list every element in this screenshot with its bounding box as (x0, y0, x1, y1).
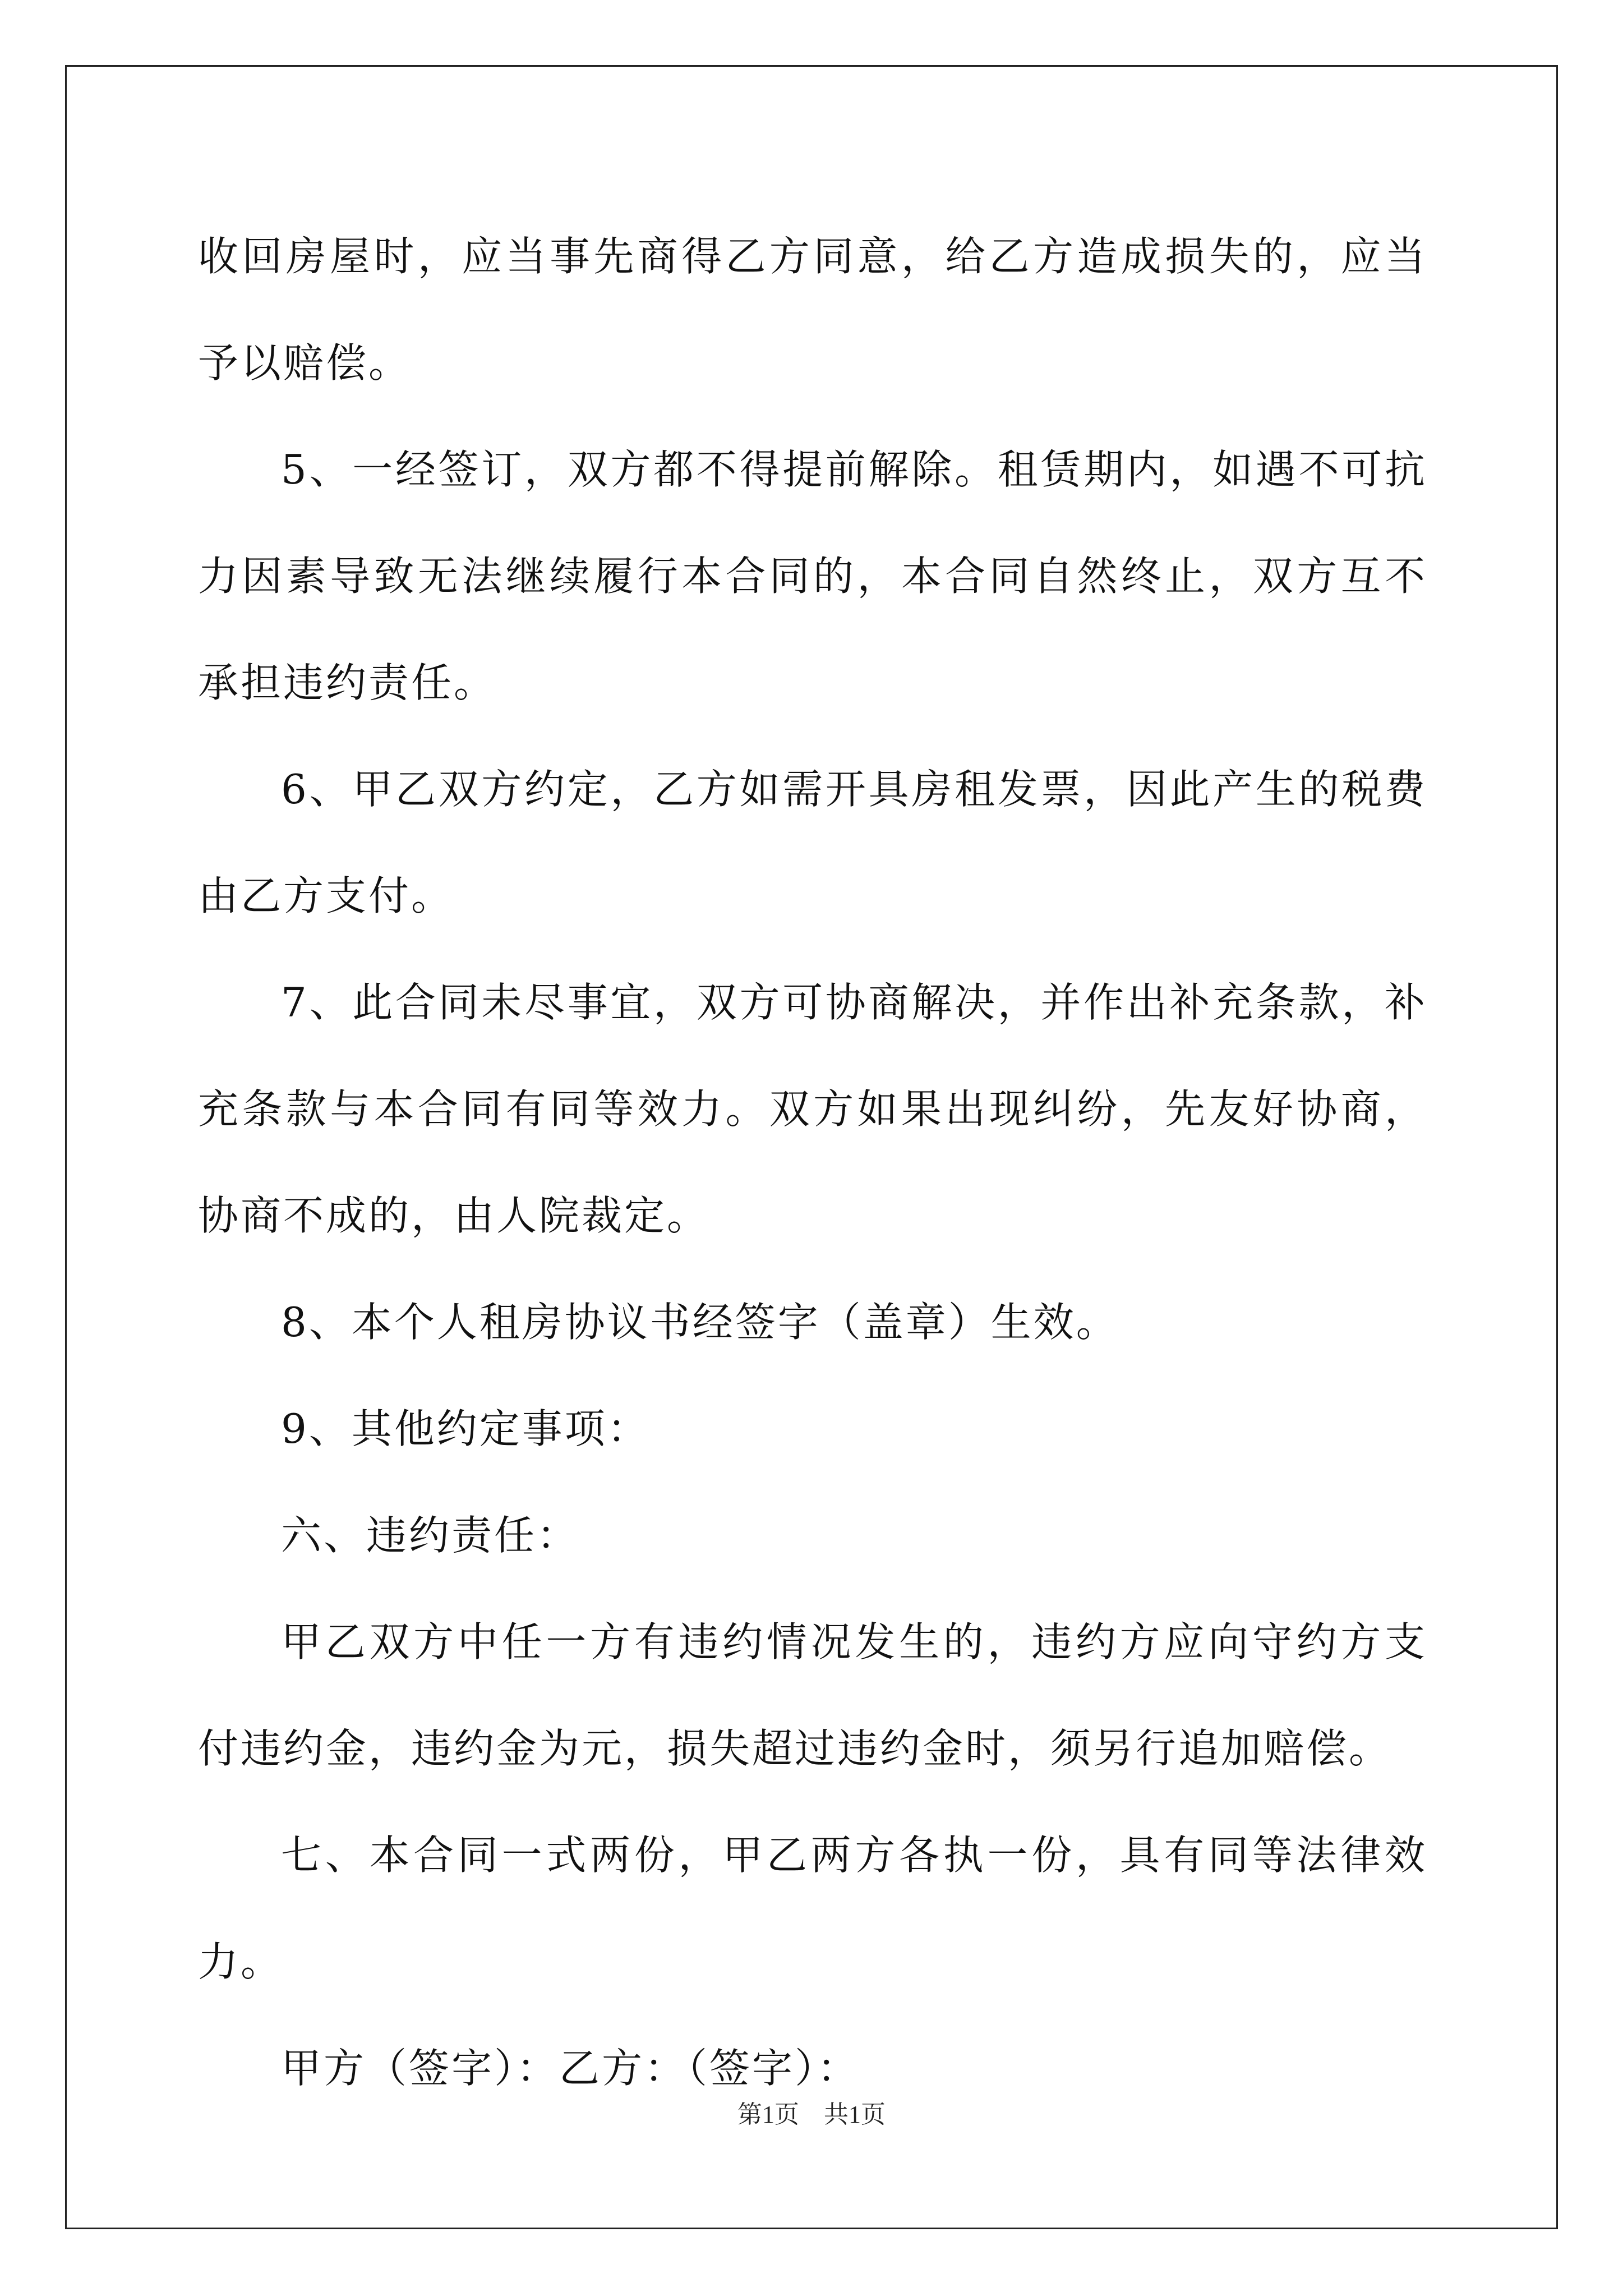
section-copies: 七、本合同一式两份，甲乙两方各执一份，具有同等法律效力。 (198, 1832, 1427, 1985)
page-number-footer: 第1页 共1页 (737, 2101, 886, 2128)
paragraph-rent-return: 收回房屋时，应当事先商得乙方同意，给乙方造成损失的，应当予以赔偿。 (198, 233, 1427, 386)
paragraph-breach-terms: 甲乙双方中任一方有违约情况发生的，违约方应向守约方支付违约金，违约金为元，损失超过违约金时，须另行追加赔偿。 (198, 1618, 1427, 1772)
paragraph-clause-8: 8、本个人租房协议书经签字（盖章）生效。 (281, 1299, 1119, 1346)
paragraph-clause-6: 6、甲乙双方约定，乙方如需开具房租发票，因此产生的税费由乙方支付。 (198, 766, 1427, 919)
paragraph-clause-9: 9、其他约定事项： (281, 1405, 650, 1452)
paragraph-clause-5: 5、一经签订，双方都不得提前解除。租赁期内，如遇不可抗力因素导致无法继续履行本合同的，本合同自然终止，双方互不承担违约责任。 (198, 446, 1427, 706)
section-heading-breach: 六、违约责任： (281, 1512, 580, 1559)
paragraph-clause-7: 7、此合同未尽事宜，双方可协商解决，并作出补充条款，补充条款与本合同有同等效力。双方如果出现纠纷，先友好协商，协商不成的，由人院裁定。 (198, 979, 1427, 1239)
signature-line: 甲方（签字）：乙方：（签字）： (281, 2045, 860, 2092)
document-body (198, 203, 1427, 2122)
